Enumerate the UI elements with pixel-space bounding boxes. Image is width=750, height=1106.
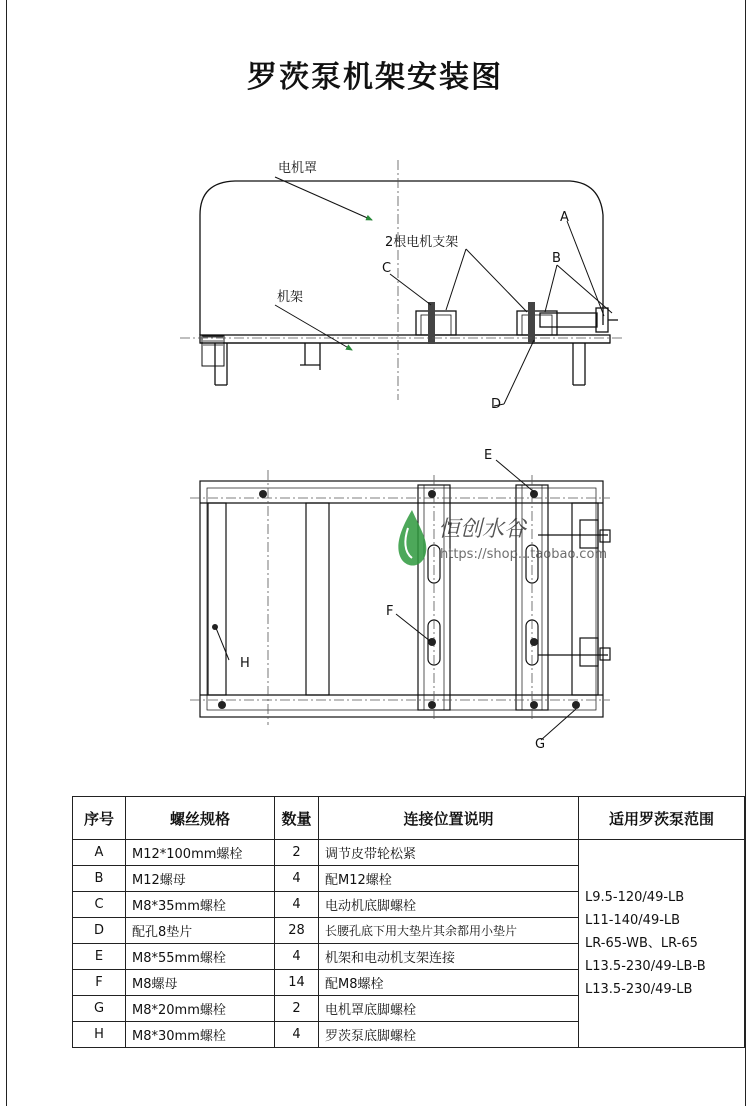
row-desc: 配M12螺栓 <box>319 866 579 892</box>
applicable-range-cell <box>579 840 745 1048</box>
row-desc: 电动机底脚螺栓 <box>319 892 579 918</box>
label-d-side: D <box>491 397 502 412</box>
range-item: L13.5-230/49-LB <box>585 982 693 997</box>
header-desc: 连接位置说明 <box>319 797 579 840</box>
top-view <box>200 481 610 717</box>
row-id: D <box>73 918 126 944</box>
row-id: H <box>73 1022 126 1048</box>
range-item: L11-140/49-LB <box>585 913 681 928</box>
row-id: G <box>73 996 126 1022</box>
watermark-brand: 恒创水谷 <box>438 517 527 542</box>
side-view <box>200 181 618 385</box>
label-h-top: H <box>240 656 250 671</box>
row-id: C <box>73 892 126 918</box>
table-header-row <box>73 797 745 840</box>
range-item: LR-65-WB、LR-65 <box>585 936 698 951</box>
row-qty: 14 <box>275 970 319 996</box>
bolt-spec-table <box>72 796 745 1048</box>
label-a-side: A <box>560 210 569 225</box>
row-spec: M8*20mm螺栓 <box>126 996 275 1022</box>
row-desc: 调节皮带轮松紧 <box>319 840 579 866</box>
frame-base <box>200 335 610 343</box>
row-spec: M8*55mm螺栓 <box>126 944 275 970</box>
motor-cover-outline <box>200 181 603 335</box>
row-qty: 2 <box>275 996 319 1022</box>
header-id: 序号 <box>73 797 126 840</box>
row-spec: M12螺母 <box>126 866 275 892</box>
watermark <box>398 510 607 566</box>
row-desc: 电机罩底脚螺栓 <box>319 996 579 1022</box>
range-item: L13.5-230/49-LB-B <box>585 959 706 974</box>
label-f-top: F <box>386 604 394 619</box>
page-title: 罗茨泵机架安装图 <box>247 60 503 95</box>
row-qty: 4 <box>275 892 319 918</box>
header-qty: 数量 <box>275 797 319 840</box>
row-qty: 4 <box>275 944 319 970</box>
row-spec: M8*35mm螺栓 <box>126 892 275 918</box>
label-b-side: B <box>552 251 561 266</box>
row-desc: 机架和电动机支架连接 <box>319 944 579 970</box>
row-id: B <box>73 866 126 892</box>
label-c-side: C <box>382 261 392 276</box>
row-spec: 配孔8垫片 <box>126 918 275 944</box>
header-range: 适用罗茨泵范围 <box>579 797 745 840</box>
motor-brackets-label: 2根电机支架 <box>385 235 459 250</box>
row-desc: 配M8螺栓 <box>319 970 579 996</box>
row-id: A <box>73 840 126 866</box>
table-row <box>73 840 745 866</box>
row-spec: M8*30mm螺栓 <box>126 1022 275 1048</box>
row-desc: 罗茨泵底脚螺栓 <box>319 1022 579 1048</box>
row-qty: 2 <box>275 840 319 866</box>
row-qty: 28 <box>275 918 319 944</box>
range-item: L9.5-120/49-LB <box>585 890 685 905</box>
label-e-top: E <box>484 448 493 463</box>
label-g-top: G <box>535 737 546 752</box>
row-spec: M8螺母 <box>126 970 275 996</box>
row-id: E <box>73 944 126 970</box>
row-spec: M12*100mm螺栓 <box>126 840 275 866</box>
row-id: F <box>73 970 126 996</box>
row-qty: 4 <box>275 1022 319 1048</box>
watermark-url: https://shop...taobao.com <box>440 547 608 562</box>
top-frame-outline <box>200 481 603 717</box>
motor-cover-label: 电机罩 <box>278 161 318 176</box>
row-desc: 长腰孔底下用大垫片其余都用小垫片 <box>319 918 579 944</box>
header-spec: 螺丝规格 <box>126 797 275 840</box>
frame-label: 机架 <box>277 290 304 305</box>
row-qty: 4 <box>275 866 319 892</box>
